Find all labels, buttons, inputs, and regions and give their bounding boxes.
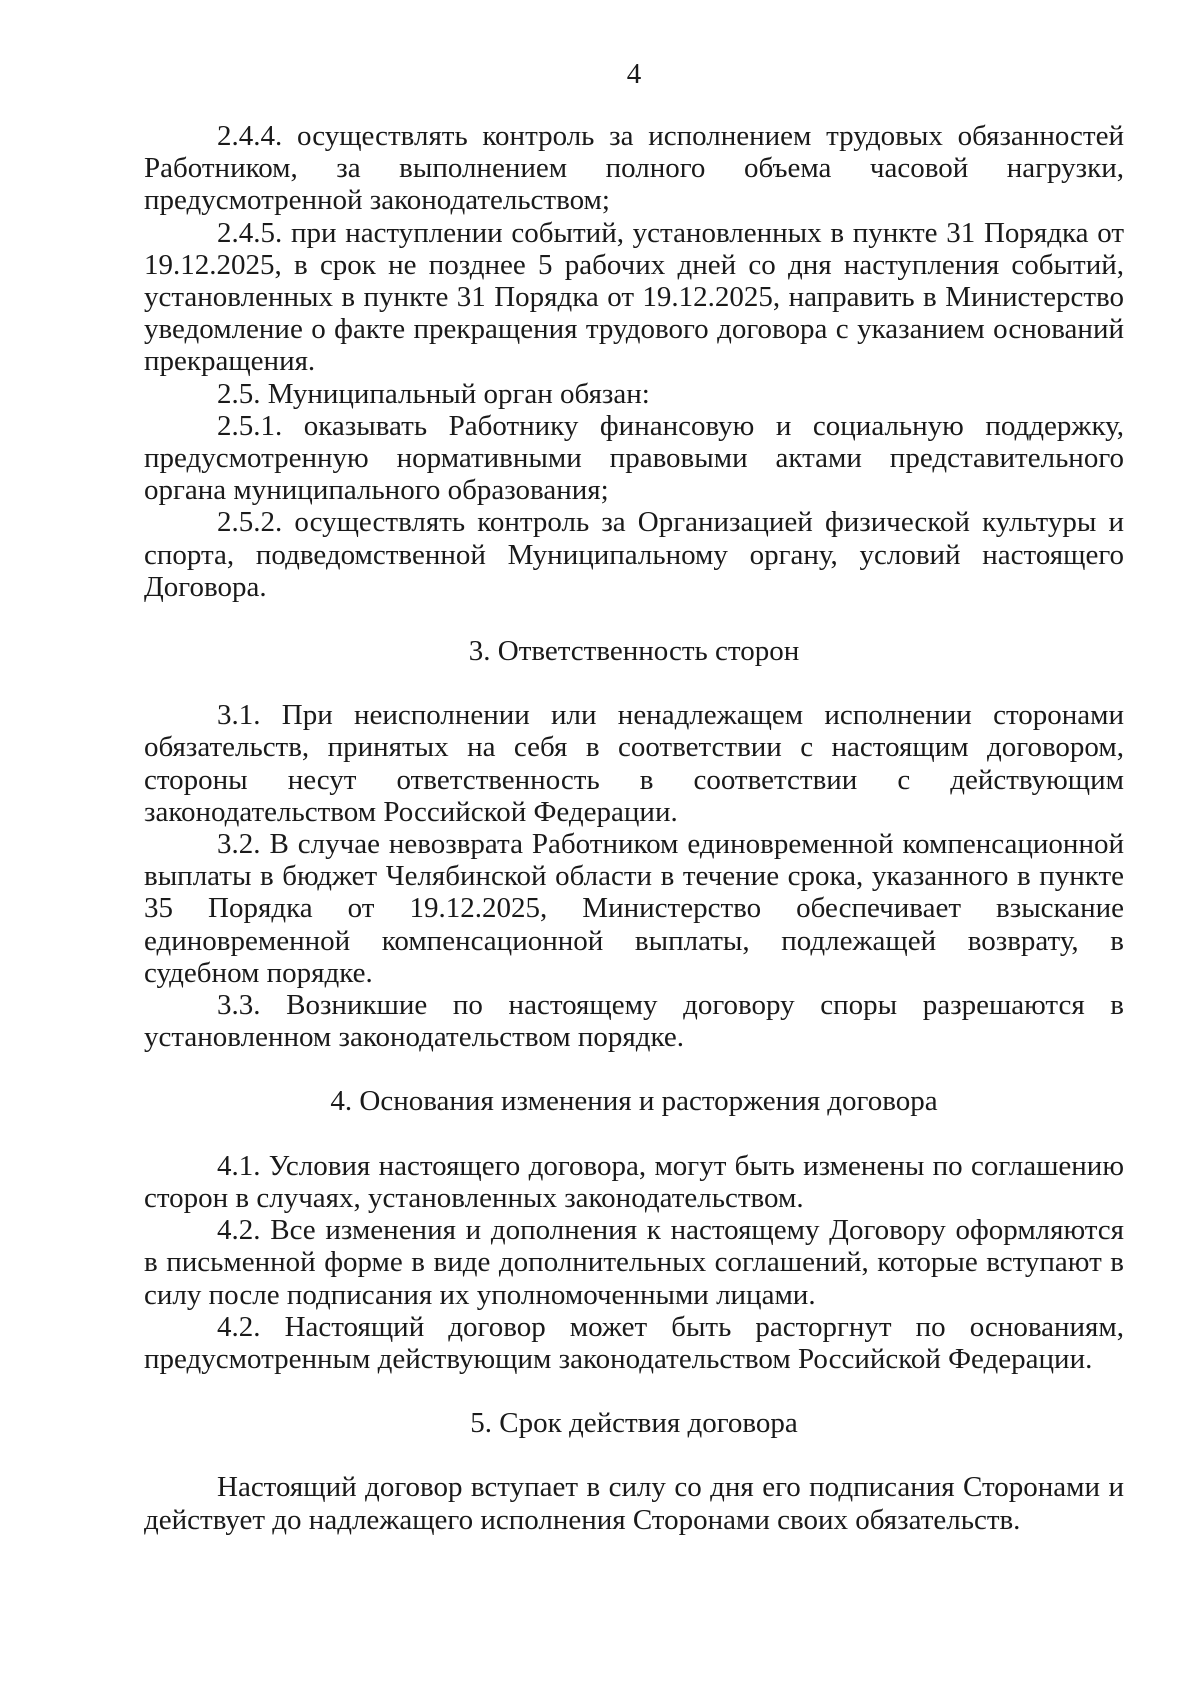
clause-2-5-2: 2.5.2. осуществлять контроль за Организацией физической культуры и спорта, подведомственной Муниципальному органу, условий настоящего Договора. — [144, 506, 1124, 603]
clause-2-4-4: 2.4.4. осуществлять контроль за исполнением трудовых обязанностей Работником, за выполнением полного объема часовой нагрузки, предусмотренной законодательством; — [144, 120, 1124, 217]
clause-3-2: 3.2. В случае невозврата Работником единовременной компенсационной выплаты в бюджет Челябинской области в течение срока, указанного в пункте 35 Порядка от 19.12.2025, Министерство обеспечивает взыскание единовременной компенсационной выплаты, подлежащей возврату, в судебном порядке. — [144, 828, 1124, 989]
section-3-heading-block — [144, 635, 1124, 667]
section-4-heading-block — [144, 1085, 1124, 1117]
clause-2-4-5: 2.4.5. при наступлении событий, установленных в пункте 31 Порядка от 19.12.2025, в срок не позднее 5 рабочих дней со дня наступления событий, установленных в пункте 31 Порядка от 19.12.2025, направить в Министерство уведомление о факте прекращения трудового договора с указанием оснований прекращения. — [144, 216, 1124, 378]
clause-4-1: 4.1. Условия настоящего договора, могут быть изменены по соглашению сторон в случаях, установленных законодательством. — [144, 1149, 1124, 1214]
clause-4-2: 4.2. Все изменения и дополнения к настоящему Договору оформляются в письменной форме в виде дополнительных соглашений, которые вступают в силу после подписания их уполномоченными лицами. — [144, 1214, 1124, 1311]
clauses-2-4-to-2-5 — [144, 120, 1124, 603]
clause-2-5-1: 2.5.1. оказывать Работнику финансовую и социальную поддержку, предусмотренную нормативными правовыми актами представительного органа муниципального образования; — [144, 409, 1124, 507]
clause-5-text: Настоящий договор вступает в силу со дня его подписания Сторонами и действует до надлежащего исполнения Сторонами своих обязательств. — [144, 1471, 1124, 1536]
section-3-heading: 3. Ответственность сторон — [468, 635, 800, 668]
section-3-body — [144, 699, 1124, 1053]
document-page — [144, 58, 1124, 1536]
section-4-heading: 4. Основания изменения и расторжения договора — [330, 1085, 938, 1118]
clause-3-1: 3.1. При неисполнении или ненадлежащем исполнении сторонами обязательств, принятых на себя в соответствии с настоящим договором, стороны несут ответственность в соответствии с действующим законодательством Российской Федерации. — [144, 699, 1124, 828]
clause-2-5: 2.5. Муниципальный орган обязан: — [217, 377, 650, 410]
section-5-heading: 5. Срок действия договора — [470, 1407, 798, 1440]
clause-3-3: 3.3. Возникшие по настоящему договору споры разрешаются в установленном законодательством порядке. — [144, 989, 1124, 1054]
page-number: 4 — [626, 58, 642, 90]
section-5-heading-block — [144, 1407, 1124, 1439]
section-4-body — [144, 1150, 1124, 1375]
section-5-body — [144, 1471, 1124, 1535]
clause-4-2-b: 4.2. Настоящий договор может быть расторгнут по основаниям, предусмотренным действующим законодательством Российской Федерации. — [144, 1310, 1124, 1375]
